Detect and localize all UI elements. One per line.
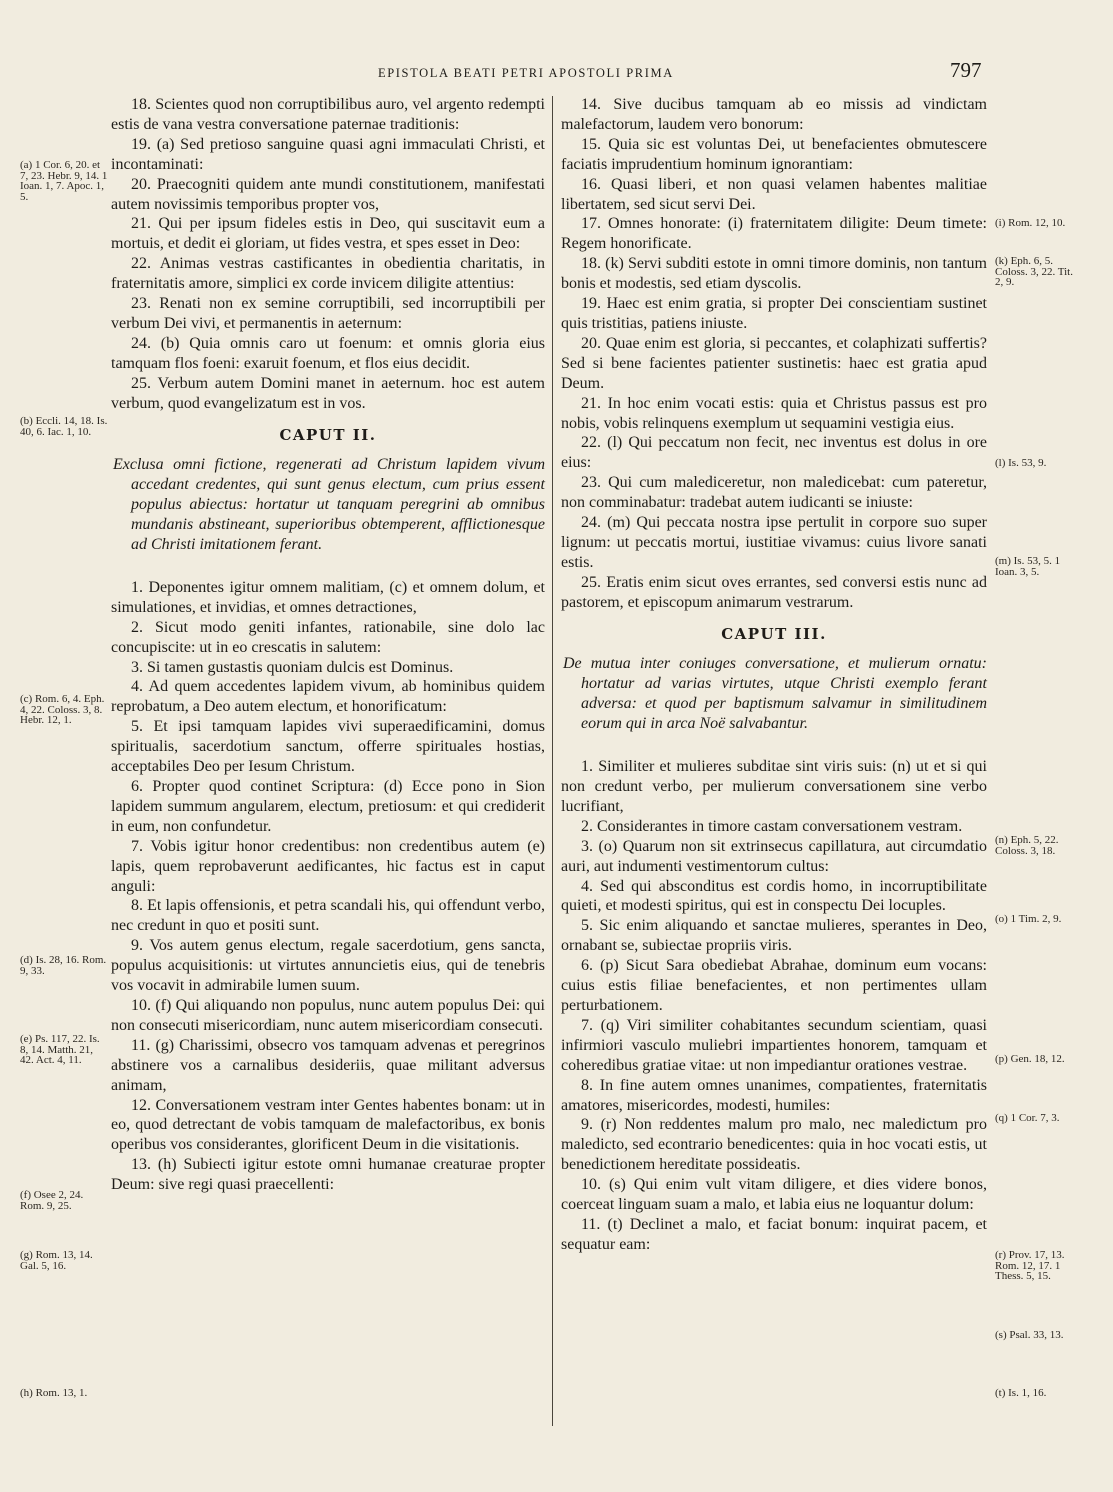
verse: 1. Deponentes igitur omnem malitiam, (c) et omnem dolum, et simulationes, et invidias, et omnes detractiones, [111,578,545,616]
margin-note-o: (o) 1 Tim. 2, 9. [995,913,1062,925]
verse: 7. (q) Viri similiter cohabitantes secundum scientiam, quasi infirmiori vasculo muliebri impartientes honorem, tamquam et coheredibus gratiae vitae: ut non impediantur orationes vestrae. [561,1016,987,1074]
margin-note-a: (a) 1 Cor. 6, 20. et 7, 23. Hebr. 9, 14. 1 Ioan. 1, 7. Apoc. 1, 5. [20,159,108,203]
verse: 14. Sive ducibus tamquam ab eo missis ad vindictam malefactorum, laudem vero bonorum: [561,96,987,133]
verse: 11. (g) Charissimi, obsecro vos tamquam advenas et peregrinos abstinere vos a carnalibus desideriis, quae militant adversus animam, [111,1036,545,1094]
verse: 20. Praecogniti quidem ante mundi constitutionem, manifestati autem novissimis temporibus propter vos, [111,175,545,213]
verse: 21. Qui per ipsum fideles estis in Deo, qui suscitavit eum a mortuis, et dedit ei gloriam, ut fides vestra, et spes esset in Deo: [111,215,545,253]
verse: 20. Quae enim est gloria, si peccantes, et colaphizati suffertis? Sed si bene facientes patienter sustinetis: haec est gratia apud Deum. [561,334,987,392]
verse: 18. Scientes quod non corruptibilibus auro, vel argento redempti estis de vana vestra conversatione paternae traditionis: [111,96,545,133]
verse: 5. Sic enim aliquando et sanctae mulieres, sperantes in Deo, ornabant se, subiectae propriis viris. [561,917,987,955]
margin-note-c: (c) Rom. 6, 4. Eph. 4, 22. Coloss. 3, 8. Hebr. 12, 1. [20,693,105,726]
verse: 7. Vobis igitur honor credentibus: non credentibus autem (e) lapis, quem reprobaverunt aedificantes, hic factus est in caput anguli: [111,837,545,895]
verse: 4. Ad quem accedentes lapidem vivum, ab hominibus quidem reprobatum, a Deo autem electum, et honorificatum: [111,678,545,716]
verse: 10. (f) Qui aliquando non populus, nunc autem populus Dei: qui non consecuti misericordiam, nunc autem misericordiam consecuti. [111,996,545,1034]
verse: 24. (m) Qui peccata nostra ipse pertulit in corpore suo super lignum: ut peccatis mortui, iustitiae vivamus: cuius livore sanati estis. [561,514,987,571]
page-number: 797 [950,58,982,82]
verse: 4. Sed qui absconditus est cordis homo, in incorruptibilitate quieti, et modesti spiritus, qui est in conspectu Dei locuples. [561,877,987,915]
verse: 3. (o) Quarum non sit extrinsecus capillatura, aut circumdatio auri, aut indumenti vestimentorum cultus: [561,837,987,875]
verse: 3. Si tamen gustastis quoniam dulcis est Dominus. [131,658,454,676]
verse: 23. Renati non ex semine corruptibili, sed incorruptibili per verbum Dei vivi, et permanentis in aeternum: [111,295,545,332]
verse: 24. (b) Quia omnis caro ut foenum: et omnis gloria eius tamquam flos foeni: exaruit foenum, et flos eius decidit. [111,334,545,372]
verse: 22. (l) Qui peccatum non fecit, nec inventus est dolus in ore eius: [561,434,987,472]
margin-note-f: (f) Osee 2, 24. Rom. 9, 25. [20,1189,84,1212]
verse: 22. Animas vestras castificantes in obedientia charitatis, in fraternitatis amore, simplici ex corde invicem diligite attentius: [111,255,545,293]
margin-note-q: (q) 1 Cor. 7, 3. [995,1112,1060,1124]
right-column [561,95,987,1255]
verse: 15. Quia sic est voluntas Dei, ut benefacientes obmutescere faciatis imprudentium hominum ignorantiam: [561,135,987,173]
chapter-heading: CAPUT III. [721,624,827,643]
margin-note-t: (t) Is. 1, 16. [995,1387,1047,1399]
verse: 23. Qui cum malediceretur, non maledicebat: cum pateretur, non comminabatur: tradebat autem iudicanti se iniuste: [561,474,987,512]
chapter-summary: Exclusa omni fictione, regenerati ad Christum lapidem vivum accedant credentes, qui sunt genus electum, cum prius essent populus abiectus: hortatur ut tanquam peregrini ab omnibus mundanis abstineant, superioribus obtemperent, afflictionesque ad Christi imitationem ferant. [113,456,545,554]
running-head: EPISTOLA BEATI PETRI APOSTOLI PRIMA [378,66,674,80]
verse: 25. Verbum autem Domini manet in aeternum. hoc est autem verbum, quod evangelizatum est in vos. [111,374,545,412]
margin-note-n: (n) Eph. 5, 22. Coloss. 3, 18. [995,834,1059,857]
margin-note-g: (g) Rom. 13, 14. Gal. 5, 16. [20,1249,93,1272]
left-column [111,95,545,1195]
margin-note-r: (r) Prov. 17, 13. Rom. 12, 17. 1 Thess. 5, 15. [995,1249,1065,1282]
verse: 6. Propter quod continet Scriptura: (d) Ecce pono in Sion lapidem summum angularem, electum, pretiosum: et qui crediderit in eum, non confundetur. [111,778,545,835]
verse: 1. Similiter et mulieres subditae sint viris suis: (n) ut et si qui non credunt verbo, per mulierum conversationem sine verbo lucrifiant, [561,758,987,815]
verse: 10. (s) Qui enim vult vitam diligere, et dies videre bonos, coerceat linguam suam a malo, et labia eius ne loquantur dolum: [561,1176,987,1214]
verse: 8. Et lapis offensionis, et petra scandali his, qui offendunt verbo, nec credunt in quo et positi sunt. [111,897,545,935]
chapter-heading: CAPUT II. [279,425,377,444]
verse: 8. In fine autem omnes unanimes, compatientes, fraternitatis amatores, misericordes, modesti, humiles: [561,1076,987,1114]
verse: 6. (p) Sicut Sara obediebat Abrahae, dominum eum vocans: cuius estis filiae benefacientes, et non pertimentes ullam perturbationem. [561,957,987,1014]
verse: 2. Sicut modo geniti infantes, rationabile, sine dolo lac concupiscite: ut in eo crescatis in salutem: [111,618,545,656]
verse: 5. Et ipsi tamquam lapides vivi superaedificamini, domus spiritualis, sacerdotium sanctum, offerre spirituales hostias, acceptabiles Deo per Iesum Christum. [111,718,545,776]
margin-note-d: (d) Is. 28, 16. Rom. 9, 33. [20,954,107,977]
margin-note-m: (m) Is. 53, 5. 1 Ioan. 3, 5. [995,555,1061,578]
verse: 19. Haec est enim gratia, si propter Dei conscientiam sustinet quis tristitias, patiens iniuste. [561,295,987,332]
verse: 19. (a) Sed pretioso sanguine quasi agni immaculati Christi, et incontaminati: [111,135,545,173]
verse: 2. Considerantes in timore castam conversationem vestram. [581,817,963,835]
verse: 13. (h) Subiecti igitur estote omni humanae creaturae propter Deum: sive regi quasi praecellenti: [111,1156,545,1194]
verse: 11. (t) Declinet a malo, et faciat bonum: inquirat pacem, et sequatur eam: [561,1215,987,1253]
margin-note-h: (h) Rom. 13, 1. [20,1387,88,1399]
margin-note-s: (s) Psal. 33, 13. [995,1329,1064,1341]
verse: 12. Conversationem vestram inter Gentes habentes bonam: ut in eo, quod detrectant de vobis tamquam de malefactoribus, ex bonis operibus vos considerantes, glorificent Deum in die visitationis. [111,1096,545,1154]
verse: 21. In hoc enim vocati estis: quia et Christus passus est pro nobis, vobis relinquens exemplum ut sequamini vestigia eius. [561,394,987,432]
margin-note-e: (e) Ps. 117, 22. Is. 8, 14. Matth. 21, 42. Act. 4, 11. [20,1033,100,1066]
verse: 16. Quasi liberi, et non quasi velamen habentes malitiae libertatem, sed sicut servi Dei. [561,175,987,213]
verse: 9. Vos autem genus electum, regale sacerdotium, gens sancta, populus acquisitionis: ut virtutes annuncietis eius, qui de tenebris vos vocavit in admirabile lumen suum. [111,937,545,995]
margin-note-k: (k) Eph. 6, 5. Coloss. 3, 22. Tit. 2, 9. [995,255,1073,288]
verse: 18. (k) Servi subditi estote in omni timore dominis, non tantum bonis et modestis, sed etiam dyscolis. [561,255,987,293]
verse: 9. (r) Non reddentes malum pro malo, nec maledictum pro maledicto, sed econtrario benedicentes: quia in hoc vocati estis, ut benedictionem hereditate possideatis. [561,1116,987,1174]
verse: 17. Omnes honorate: (i) fraternitatem diligite: Deum timete: Regem honorificate. [561,215,987,253]
margin-note-i: (i) Rom. 12, 10. [995,217,1066,229]
margin-note-p: (p) Gen. 18, 12. [995,1053,1065,1065]
chapter-summary: De mutua inter coniuges conversatione, et mulierum ornatu: hortatur ad varias virtutes, utque Christi exemplo ferant adversa: et quod per baptismum salvamur in similitudinem eorum qui in arca Noë salvabantur. [563,655,987,733]
column-divider [552,96,553,1426]
margin-note-l: (l) Is. 53, 9. [995,457,1047,469]
margin-note-b: (b) Eccli. 14, 18. Is. 40, 6. Iac. 1, 10. [20,415,108,438]
verse: 25. Eratis enim sicut oves errantes, sed conversi estis nunc ad pastorem, et episcopum animarum vestrarum. [561,573,987,611]
